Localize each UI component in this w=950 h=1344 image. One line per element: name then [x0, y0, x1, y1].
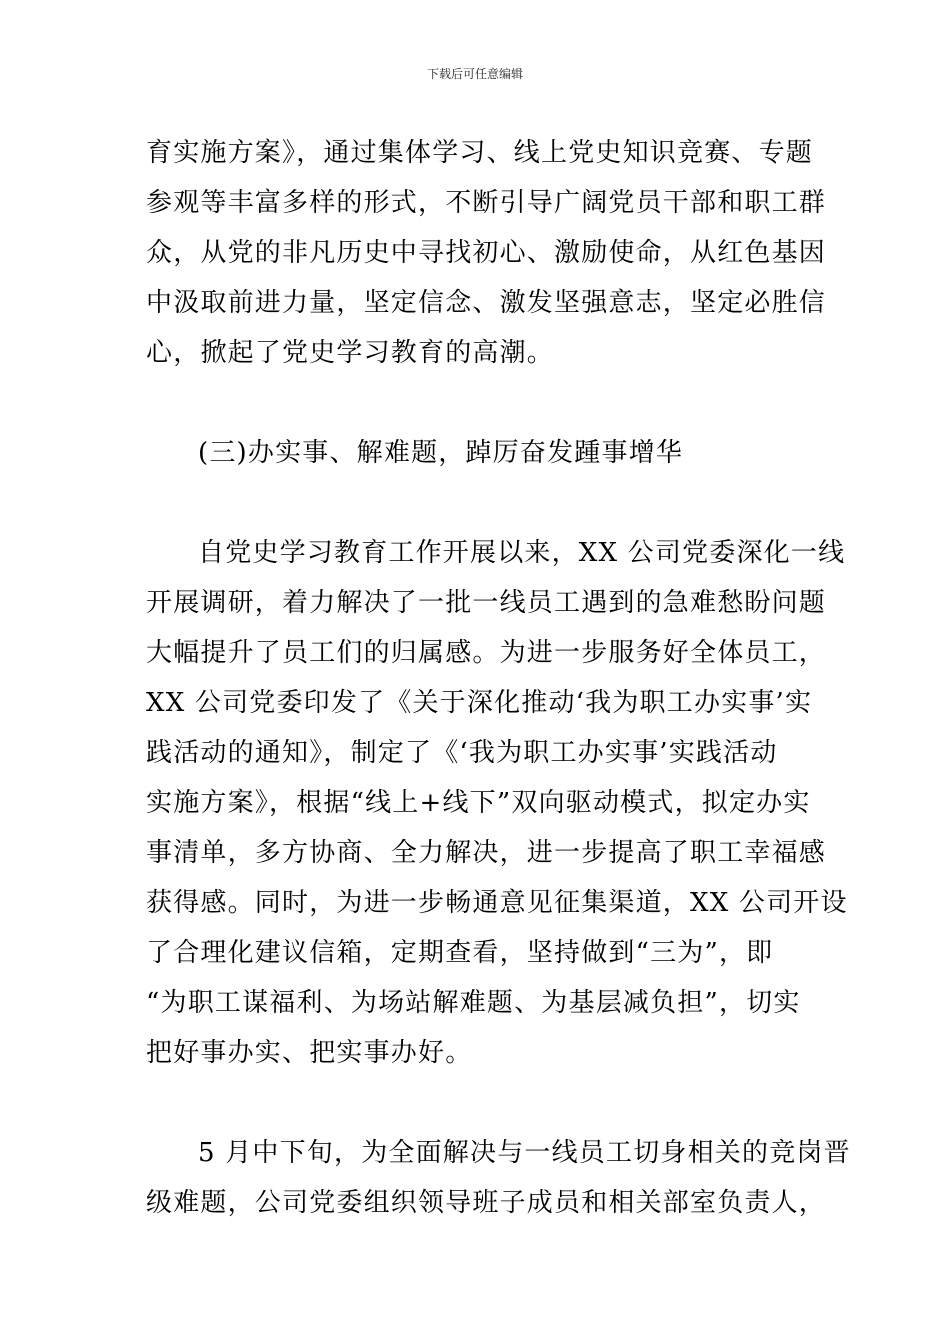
document-body [146, 128, 851, 1228]
text-line: 5 月中下旬，为全面解决与一线员工切身相关的竞岗晋 [198, 1138, 851, 1168]
paragraph-spacer [146, 478, 814, 528]
text-line: 把好事办实、把实事办好。 [146, 1038, 473, 1068]
paragraph-spacer [146, 1078, 814, 1128]
text-line: 大幅提升了员工们的归属感。为进一步服务好全体员工， [146, 638, 827, 668]
text-line: 了合理化建议信箱，定期查看，坚持做到“三为”，即 [146, 938, 774, 968]
paragraph-1 [146, 128, 827, 378]
text-line: 获得感。同时，为进一步畅通意见征集渠道，XX 公司开设 [146, 888, 848, 918]
text-line: 级难题，公司党委组织领导班子成员和相关部室负责人， [146, 1188, 827, 1218]
text-line: 参观等丰富多样的形式，不断引导广阔党员干部和职工群 [146, 188, 827, 218]
text-line: 开展调研，着力解决了一批一线员工遇到的急难愁盼问题 [146, 588, 827, 618]
paragraph-spacer [146, 378, 814, 428]
page-header: 下载后可任意编辑 [426, 67, 523, 81]
paragraph-3 [146, 528, 848, 1078]
section-heading [146, 428, 814, 478]
text-line: 中汲取前进力量，坚定信念、激发坚强意志，坚定必胜信 [146, 288, 827, 318]
text-line: 实施方案》，根据“线上+线下”双向驱动模式，拟定办实 [146, 788, 811, 818]
text-line: 自党史学习教育工作开展以来，XX 公司党委深化一线 [198, 538, 846, 568]
text-line: 众，从党的非凡历史中寻找初心、激励使命，从红色基因 [146, 238, 827, 268]
paragraph-4 [146, 1128, 851, 1228]
text-line: 事清单，多方协商、全力解决，进一步提高了职工幸福感 [146, 838, 827, 868]
heading-line: (三)办实事、解难题，踔厉奋发踵事增华 [198, 438, 684, 468]
text-line: 育实施方案》，通过集体学习、线上党史知识竞赛、专题 [146, 138, 814, 168]
text-line: 心，掀起了党史学习教育的高潮。 [146, 338, 555, 368]
text-line: XX 公司党委印发了《关于深化推动‘我为职工办实事’实 [146, 688, 813, 718]
text-line: 践活动的通知》，制定了《‘我为职工办实事’实践活动 [146, 738, 778, 768]
text-line: “为职工谋福利、为场站解难题、为基层减负担”，切实 [146, 988, 801, 1018]
